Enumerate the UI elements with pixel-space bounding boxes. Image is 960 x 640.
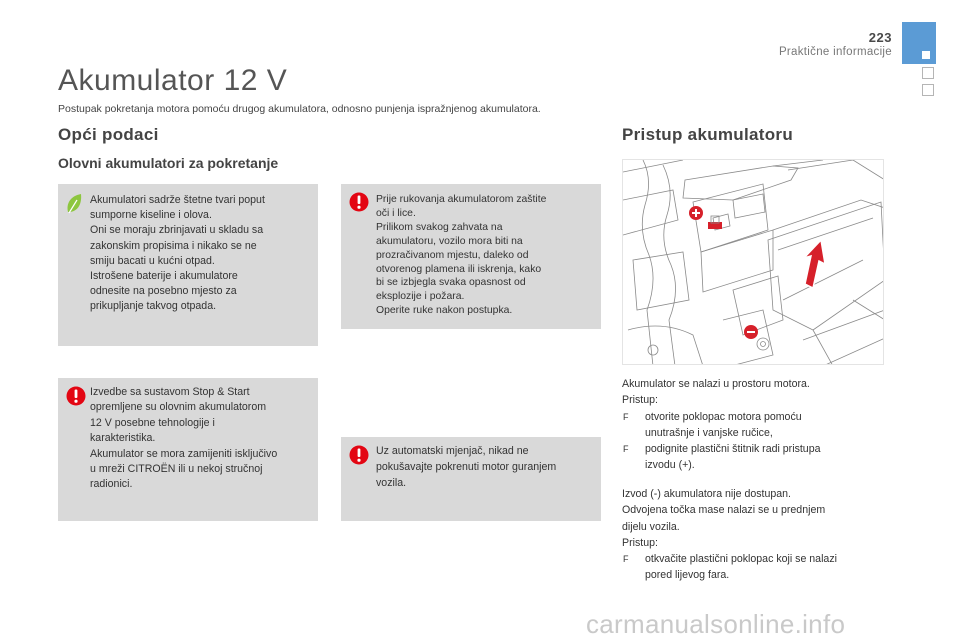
access-instructions: [622, 376, 892, 474]
access-label: Pristup:: [622, 536, 658, 549]
automatic-gearbox-warning-box: [341, 437, 601, 521]
plus-terminal-marker: [689, 206, 703, 220]
step-text: otvorite poklopac motora pomoću unutrašnje i vanjske ručice,: [645, 410, 802, 439]
minus-terminal-marker: [744, 325, 758, 339]
ground-point-note: Odvojena točka mase nalazi se u prednjem dijelu vozila.: [622, 504, 826, 533]
automatic-gearbox-warning-text: Uz automatski mjenjač, nikad ne pokušavajte pokrenuti motor guranjem vozila.: [376, 445, 557, 489]
step-text: podignite plastični štitnik radi pristupa izvodu (+).: [645, 443, 821, 472]
general-heading: Opći podaci: [58, 125, 159, 144]
bullet-icon: F: [623, 444, 629, 455]
access-heading: Pristup akumulatoru: [622, 125, 794, 144]
negative-terminal-note: Izvod (-) akumulatora nije dostupan.: [622, 488, 791, 500]
chapter-tab[interactable]: [902, 22, 936, 64]
list-item: [622, 551, 892, 584]
environment-note-box: [58, 184, 318, 346]
stopstart-warning-text: Izvedbe sa sustavom Stop & Start opremljene su olovnim akumulatorom 12 V posebne tehnologije i karakteristika. Akumulator se mora zamijeniti isključivo u mreži CITROËN ili u nekoj stručnoj radionici.: [90, 386, 278, 491]
chapter-tab-empty[interactable]: [922, 84, 934, 96]
lead-acid-subheading: Olovni akumulatori za pokretanje: [58, 155, 279, 171]
handling-warning-box: [341, 184, 601, 329]
ground-point-instructions: [622, 486, 892, 584]
environment-note-text: Akumulatori sadrže štetne tvari poput sumporne kiseline i olova. Oni se moraju zbrinjavati u skladu sa zakonskim propisima i nikako se ne smiju bacati u kućni otpad. Istrošene baterije i akumulatore odnesite na posebno mjesto za prikupljanje takvog otpada.: [90, 194, 265, 313]
battery-location-text: Akumulator se nalazi u prostoru motora.: [622, 378, 810, 390]
page-number: 223: [868, 30, 892, 45]
bullet-icon: F: [623, 411, 629, 422]
list-item: [622, 441, 892, 474]
watermark: carmanualsonline.info: [586, 609, 846, 639]
step-text: otkvačite plastični poklopac koji se nalazi pored lijevog fara.: [645, 553, 837, 582]
page-title: Akumulator 12 V: [58, 64, 288, 97]
warning-icon: [349, 192, 369, 212]
access-label: Pristup:: [622, 394, 658, 407]
bullet-icon: F: [623, 554, 629, 565]
tab-marker: [922, 51, 930, 59]
stopstart-warning-box: [58, 378, 318, 521]
warning-icon: [349, 445, 369, 465]
engine-bay-drawing: [623, 160, 884, 365]
chapter-tab-empty[interactable]: [922, 67, 934, 79]
section-label: Praktične informacije: [778, 46, 892, 58]
intro-text: Postupak pokretanja motora pomoću drugog akumulatora, odnosno punjenja ispražnjenog akumulatora.: [58, 103, 541, 115]
warning-icon: [66, 386, 86, 406]
list-item: [622, 409, 892, 442]
handling-warning-text: Prije rukovanja akumulatorom zaštite oči i lice. Prilikom svakog zahvata na akumulatoru, vozilo mora biti na prozračivanom mjestu, daleko od otvorenog plamena ili iskrenja, kako bi se izbjegla svaka opasnost od eksplozije i požara. Operite ruke nakon postupka.: [376, 194, 547, 317]
engine-bay-illustration: [622, 159, 884, 365]
leaf-icon: [64, 192, 84, 216]
